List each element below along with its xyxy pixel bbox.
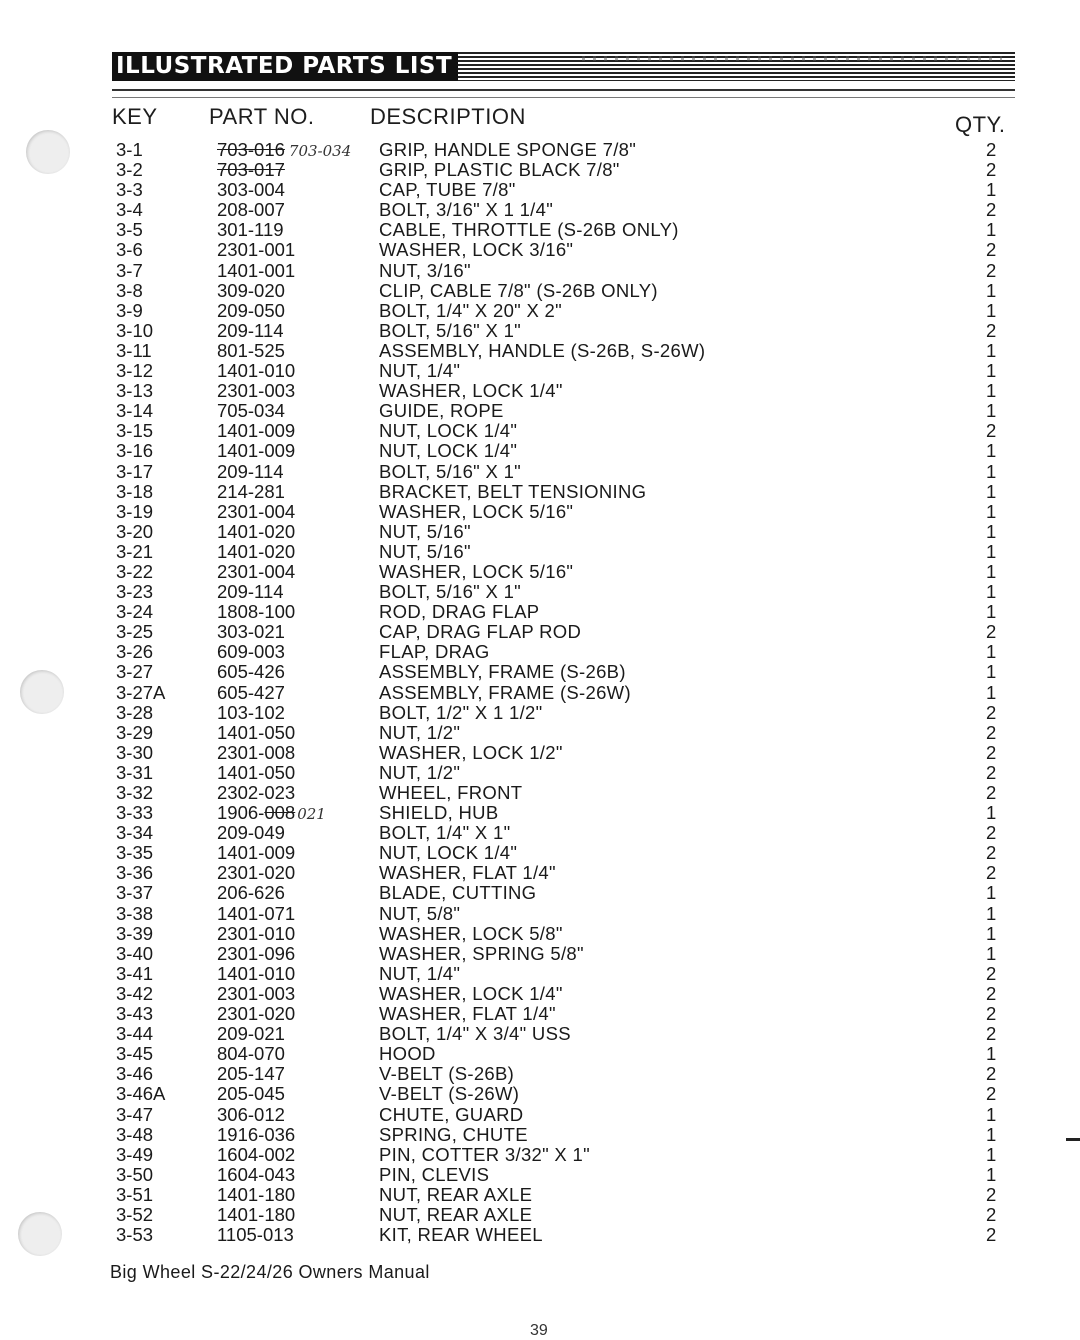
table-row (116, 1044, 1006, 1064)
qty-cell: 1 (986, 380, 997, 402)
key-cell: 3-46A (116, 1083, 166, 1105)
handwritten-part-suffix: 021 (297, 805, 326, 824)
part-no-cell: 801-525 (217, 339, 285, 361)
description-cell: NUT, 1/2" (379, 721, 461, 743)
description-cell: WASHER, LOCK 5/16" (379, 560, 574, 582)
description-cell: SHIELD, HUB (379, 802, 499, 824)
part-no-cell: 2301-020 (217, 1003, 296, 1025)
description-cell: GRIP, HANDLE SPONGE 7/8" (379, 139, 637, 160)
key-cell: 3-41 (116, 962, 154, 984)
qty-cell: 1 (986, 882, 997, 904)
table-row (116, 441, 1006, 461)
qty-cell: 2 (986, 761, 997, 783)
key-cell: 3-17 (116, 460, 154, 482)
description-cell: NUT, LOCK 1/4" (379, 440, 518, 462)
part-no-cell: 206-626 (217, 882, 285, 904)
description-cell: CABLE, THROTTLE (S-26B ONLY) (379, 219, 679, 241)
binder-hole-top (26, 130, 70, 174)
qty-cell: 2 (986, 842, 997, 864)
key-cell: 3-52 (116, 1203, 154, 1225)
key-cell: 3-43 (116, 1003, 154, 1025)
qty-cell: 2 (986, 862, 997, 884)
qty-cell: 1 (986, 480, 997, 502)
table-row (116, 863, 1006, 883)
manual-footer: Big Wheel S-22/24/26 Owners Manual (110, 1262, 430, 1282)
table-row (116, 904, 1006, 924)
description-cell: BLADE, CUTTING (379, 882, 537, 904)
qty-cell: 2 (986, 1083, 997, 1105)
table-row (116, 482, 1006, 502)
key-cell: 3-27A (116, 681, 166, 703)
table-row (116, 622, 1006, 642)
key-cell: 3-4 (116, 199, 143, 221)
key-cell: 3-46 (116, 1063, 154, 1085)
description-cell: ASSEMBLY, FRAME (S-26B) (379, 661, 626, 683)
part-no-cell: 306-012 (217, 1103, 285, 1125)
description-cell: WASHER, LOCK 5/8" (379, 922, 563, 944)
table-row (116, 763, 1006, 783)
description-cell: NUT, 5/8" (379, 902, 461, 924)
description-cell: BOLT, 5/16" X 1" (379, 581, 522, 603)
qty-cell: 1 (986, 1043, 997, 1065)
part-no-cell: 1401-020 (217, 540, 296, 562)
description-cell: NUT, REAR AXLE (379, 1183, 533, 1205)
key-cell: 3-12 (116, 360, 154, 382)
table-row (116, 200, 1006, 220)
qty-cell: 1 (986, 1103, 997, 1125)
qty-cell: 2 (986, 1023, 997, 1045)
part-no-cell: 705-034 (217, 400, 285, 422)
part-no-cell: 303-021 (217, 621, 285, 643)
qty-cell: 1 (986, 339, 997, 361)
table-row (116, 562, 1006, 582)
table-row (116, 944, 1006, 964)
part-no-cell (217, 803, 326, 824)
description-cell: NUT, 1/4" (379, 360, 461, 382)
key-cell: 3-50 (116, 1163, 154, 1185)
key-cell: 3-40 (116, 942, 154, 964)
table-row (116, 1084, 1006, 1104)
qty-cell: 2 (986, 159, 997, 181)
description-cell: CAP, DRAG FLAP ROD (379, 621, 582, 643)
qty-cell: 2 (986, 1203, 997, 1225)
part-no-cell: 2301-003 (217, 982, 296, 1004)
description-cell: ASSEMBLY, HANDLE (S-26B, S-26W) (379, 339, 706, 361)
table-row (116, 924, 1006, 944)
table-row (116, 160, 1006, 180)
column-header-qty: QTY. (955, 112, 1006, 137)
key-cell: 3-53 (116, 1224, 154, 1246)
table-row (116, 1004, 1006, 1024)
key-cell: 3-23 (116, 581, 154, 603)
key-cell: 3-29 (116, 721, 154, 743)
table-row (116, 1205, 1006, 1225)
description-cell: BOLT, 1/4" X 20" X 2" (379, 299, 562, 321)
description-cell: WASHER, LOCK 3/16" (379, 239, 574, 261)
part-no-cell: 209-114 (217, 319, 284, 341)
qty-cell: 1 (986, 500, 997, 522)
key-cell: 3-48 (116, 1123, 154, 1145)
description-cell: BRACKET, BELT TENSIONING (379, 480, 647, 502)
table-row (116, 803, 1006, 823)
key-cell: 3-47 (116, 1103, 154, 1125)
qty-cell: 1 (986, 581, 997, 603)
part-no-cell: 1401-180 (217, 1183, 296, 1205)
qty-cell: 1 (986, 922, 997, 944)
struck-part-no: 703-016 (217, 139, 285, 160)
key-cell: 3-13 (116, 380, 154, 402)
key-cell: 3-10 (116, 319, 154, 341)
table-row (116, 381, 1006, 401)
binder-hole-middle (20, 670, 64, 714)
table-row (116, 984, 1006, 1004)
part-no-cell: 804-070 (217, 1043, 285, 1065)
part-no-cell: 1401-009 (217, 420, 296, 442)
description-cell: BOLT, 5/16" X 1" (379, 319, 522, 341)
qty-cell: 1 (986, 520, 997, 542)
qty-cell: 1 (986, 802, 997, 824)
key-cell: 3-19 (116, 500, 154, 522)
key-cell: 3-51 (116, 1183, 154, 1205)
qty-cell: 1 (986, 540, 997, 562)
part-no-cell: 2301-008 (217, 741, 296, 763)
description-cell: WASHER, FLAT 1/4" (379, 1003, 556, 1025)
part-no-cell: 2301-001 (217, 239, 296, 261)
description-cell: WASHER, LOCK 5/16" (379, 500, 574, 522)
title-bar (112, 52, 1015, 81)
description-cell: WASHER, LOCK 1/2" (379, 741, 563, 763)
qty-cell: 1 (986, 440, 997, 462)
key-cell: 3-14 (116, 400, 154, 422)
description-cell: NUT, 1/4" (379, 962, 461, 984)
part-no-cell: 2301-003 (217, 380, 296, 402)
part-no-cell: 2301-004 (217, 500, 296, 522)
part-no-cell: 2301-010 (217, 922, 296, 944)
key-cell: 3-9 (116, 299, 143, 321)
qty-cell: 1 (986, 1143, 997, 1165)
description-cell: WASHER, FLAT 1/4" (379, 862, 556, 884)
key-cell: 3-32 (116, 782, 154, 803)
part-no-cell: 1401-009 (217, 440, 296, 462)
qty-cell: 1 (986, 179, 997, 201)
description-cell: BOLT, 3/16" X 1 1/4" (379, 199, 554, 221)
table-row (116, 964, 1006, 984)
part-no-cell: 1604-002 (217, 1143, 296, 1165)
key-cell: 3-27 (116, 661, 154, 683)
part-no-cell: 208-007 (217, 199, 285, 221)
qty-cell: 2 (986, 259, 997, 281)
part-no-prefix: 1906- (217, 802, 265, 824)
table-row (116, 1024, 1006, 1044)
description-cell: NUT, LOCK 1/4" (379, 842, 518, 864)
qty-cell: 1 (986, 902, 997, 924)
table-row (116, 462, 1006, 482)
table-row (116, 301, 1006, 321)
part-no-cell: 209-021 (217, 1023, 285, 1045)
key-cell: 3-21 (116, 540, 154, 562)
qty-cell: 1 (986, 299, 997, 321)
description-cell: WASHER, LOCK 1/4" (379, 380, 563, 402)
part-no-cell: 1401-020 (217, 520, 296, 542)
key-cell: 3-20 (116, 520, 154, 542)
table-row (116, 421, 1006, 441)
key-cell: 3-2 (116, 159, 143, 181)
part-no-cell: 1401-010 (217, 962, 296, 984)
table-row (116, 502, 1006, 522)
part-no-cell: 209-050 (217, 299, 285, 321)
part-no-cell: 1401-009 (217, 842, 296, 864)
qty-cell: 1 (986, 1123, 997, 1145)
part-no-cell: 1401-071 (217, 902, 296, 924)
table-row (116, 341, 1006, 361)
table-row (116, 642, 1006, 662)
table-row (116, 602, 1006, 622)
description-cell: NUT, 5/16" (379, 540, 471, 562)
key-cell: 3-26 (116, 641, 154, 663)
part-no-cell: 605-427 (217, 681, 285, 703)
qty-cell: 2 (986, 319, 997, 341)
key-cell: 3-33 (116, 802, 154, 824)
qty-cell: 2 (986, 721, 997, 743)
table-row (116, 883, 1006, 903)
table-row (116, 1064, 1006, 1084)
part-no-cell: 209-114 (217, 581, 284, 603)
table-row (116, 1225, 1006, 1245)
description-cell: WASHER, LOCK 1/4" (379, 982, 563, 1004)
part-no-cell: 1604-043 (217, 1163, 296, 1185)
table-row (116, 1125, 1006, 1145)
key-cell: 3-35 (116, 842, 154, 864)
description-cell: NUT, 5/16" (379, 520, 471, 542)
table-row (116, 220, 1006, 240)
key-cell: 3-15 (116, 420, 154, 442)
table-row (116, 1105, 1006, 1125)
table-row (116, 1145, 1006, 1165)
qty-cell: 1 (986, 661, 997, 683)
key-cell: 3-1 (116, 139, 143, 160)
key-cell: 3-7 (116, 259, 143, 281)
table-row (116, 662, 1006, 682)
description-cell: CHUTE, GUARD (379, 1103, 524, 1125)
qty-cell: 2 (986, 962, 997, 984)
qty-cell: 2 (986, 239, 997, 261)
qty-cell: 1 (986, 400, 997, 422)
table-row (116, 140, 1006, 160)
qty-cell: 2 (986, 199, 997, 221)
part-no-cell: 1401-010 (217, 360, 296, 382)
description-cell: SPRING, CHUTE (379, 1123, 528, 1145)
description-cell: KIT, REAR WHEEL (379, 1224, 543, 1246)
key-cell: 3-24 (116, 601, 154, 623)
table-row (116, 743, 1006, 763)
part-no-cell: 2301-020 (217, 862, 296, 884)
key-cell: 3-36 (116, 862, 154, 884)
key-cell: 3-25 (116, 621, 154, 643)
key-cell: 3-31 (116, 761, 154, 783)
part-no-cell: 1401-180 (217, 1203, 296, 1225)
table-row (116, 401, 1006, 421)
key-cell: 3-5 (116, 219, 143, 241)
qty-cell: 1 (986, 360, 997, 382)
key-cell: 3-3 (116, 179, 143, 201)
key-cell: 3-42 (116, 982, 154, 1004)
qty-cell: 2 (986, 1183, 997, 1205)
table-row (116, 1165, 1006, 1185)
key-cell: 3-37 (116, 882, 154, 904)
qty-cell: 2 (986, 701, 997, 723)
description-cell: ROD, DRAG FLAP (379, 601, 540, 623)
key-cell: 3-22 (116, 560, 154, 582)
key-cell: 3-6 (116, 239, 143, 261)
part-no-cell: 209-114 (217, 460, 284, 482)
table-row (116, 240, 1006, 260)
key-cell: 3-45 (116, 1043, 154, 1065)
table-row (116, 281, 1006, 301)
qty-cell: 2 (986, 741, 997, 763)
qty-cell: 2 (986, 621, 997, 643)
key-cell: 3-28 (116, 701, 154, 723)
qty-cell: 2 (986, 1063, 997, 1085)
part-no-cell: 205-045 (217, 1083, 285, 1105)
table-row (116, 261, 1006, 281)
key-cell: 3-11 (116, 339, 152, 361)
qty-cell: 1 (986, 601, 997, 623)
description-cell: BOLT, 1/4" X 3/4" USS (379, 1023, 571, 1045)
description-cell: CLIP, CABLE 7/8" (S-26B ONLY) (379, 279, 658, 301)
qty-cell: 1 (986, 942, 997, 964)
description-cell: BOLT, 1/4" X 1" (379, 822, 511, 844)
description-cell: BOLT, 5/16" X 1" (379, 460, 522, 482)
description-cell: BOLT, 1/2" X 1 1/2" (379, 701, 543, 723)
description-cell: GUIDE, ROPE (379, 400, 504, 422)
table-row (116, 361, 1006, 381)
qty-cell: 1 (986, 279, 997, 301)
page-title: ILLUSTRATED PARTS LIST (112, 52, 458, 81)
qty-cell: 2 (986, 1224, 997, 1246)
key-cell: 3-30 (116, 741, 154, 763)
qty-cell: 2 (986, 1003, 997, 1025)
key-cell: 3-38 (116, 902, 154, 924)
part-no-cell: 609-003 (217, 641, 285, 663)
qty-cell: 1 (986, 1163, 997, 1185)
qty-cell: 2 (986, 782, 997, 803)
description-cell: WASHER, SPRING 5/8" (379, 942, 584, 964)
description-cell: V-BELT (S-26B) (379, 1063, 515, 1085)
description-cell: WHEEL, FRONT (379, 782, 523, 803)
column-header-part-no: PART NO. (209, 104, 315, 129)
table-row (116, 522, 1006, 542)
table-row (116, 683, 1006, 703)
part-no-cell: 301-119 (217, 219, 284, 241)
description-cell: FLAP, DRAG (379, 641, 490, 663)
description-cell: NUT, 1/2" (379, 761, 461, 783)
table-row (116, 723, 1006, 743)
qty-cell: 2 (986, 982, 997, 1004)
part-no-cell: 303-004 (217, 179, 285, 201)
description-cell: CAP, TUBE 7/8" (379, 179, 516, 201)
part-no-cell: 309-020 (217, 279, 285, 301)
page-number: 39 (530, 1322, 548, 1339)
part-no-cell: 1105-013 (217, 1224, 294, 1246)
table-row (116, 582, 1006, 602)
column-header-key: KEY (112, 104, 158, 129)
header-rule (112, 89, 1015, 91)
description-cell: GRIP, PLASTIC BLACK 7/8" (379, 159, 620, 181)
description-cell: PIN, COTTER 3/32" X 1" (379, 1143, 590, 1165)
part-no-cell (217, 140, 351, 161)
table-row (116, 1185, 1006, 1205)
description-cell: PIN, CLEVIS (379, 1163, 490, 1185)
table-row (116, 843, 1006, 863)
key-cell: 3-8 (116, 279, 143, 301)
part-no-cell: 205-147 (217, 1063, 285, 1085)
key-cell: 3-44 (116, 1023, 154, 1045)
table-row (116, 321, 1006, 341)
handwritten-part-no: 703-034 (288, 142, 352, 160)
description-cell: NUT, 3/16" (379, 259, 471, 281)
key-cell: 3-39 (116, 922, 154, 944)
key-cell: 3-18 (116, 480, 154, 502)
table-row (116, 180, 1006, 200)
struck-part-suffix: 008 (264, 802, 296, 824)
table-row (116, 542, 1006, 562)
key-cell: 3-49 (116, 1143, 154, 1165)
table-row (116, 823, 1006, 843)
parts-table (116, 140, 1006, 1245)
part-no-cell: 1401-001 (217, 259, 296, 281)
description-cell: NUT, REAR AXLE (379, 1203, 533, 1225)
key-cell: 3-16 (116, 440, 154, 462)
table-row (116, 783, 1006, 803)
qty-cell: 1 (986, 460, 997, 482)
part-no-cell: 605-426 (217, 661, 285, 683)
struck-part-no: 703-017 (217, 159, 285, 181)
column-header-description: DESCRIPTION (370, 104, 526, 129)
qty-cell: 1 (986, 641, 997, 663)
part-no-cell: 2301-096 (217, 942, 296, 964)
description-cell: V-BELT (S-26W) (379, 1083, 520, 1105)
qty-cell: 1 (986, 560, 997, 582)
header-rule-thin (112, 97, 1015, 98)
table-row (116, 703, 1006, 723)
description-cell: HOOD (379, 1043, 436, 1065)
qty-cell: 2 (986, 139, 997, 160)
key-cell: 3-34 (116, 822, 154, 844)
description-cell: ASSEMBLY, FRAME (S-26W) (379, 681, 631, 703)
part-no-cell: 1916-036 (217, 1123, 296, 1145)
qty-cell: 2 (986, 420, 997, 442)
part-no-cell: 2301-004 (217, 560, 296, 582)
part-no-cell: 209-049 (217, 822, 285, 844)
part-no-cell: 103-102 (217, 701, 285, 723)
qty-cell: 1 (986, 219, 997, 241)
part-no-cell: 1401-050 (217, 721, 296, 743)
part-no-cell: 214-281 (217, 480, 285, 502)
description-cell: NUT, LOCK 1/4" (379, 420, 518, 442)
edge-mark (1066, 1138, 1080, 1141)
part-no-cell: 1401-050 (217, 761, 296, 783)
part-no-cell: 1808-100 (217, 601, 296, 623)
binder-hole-bottom (18, 1212, 62, 1256)
title-bar-texture (582, 56, 1002, 61)
part-no-cell: 2302-023 (217, 782, 296, 803)
qty-cell: 2 (986, 822, 997, 844)
qty-cell: 1 (986, 681, 997, 703)
